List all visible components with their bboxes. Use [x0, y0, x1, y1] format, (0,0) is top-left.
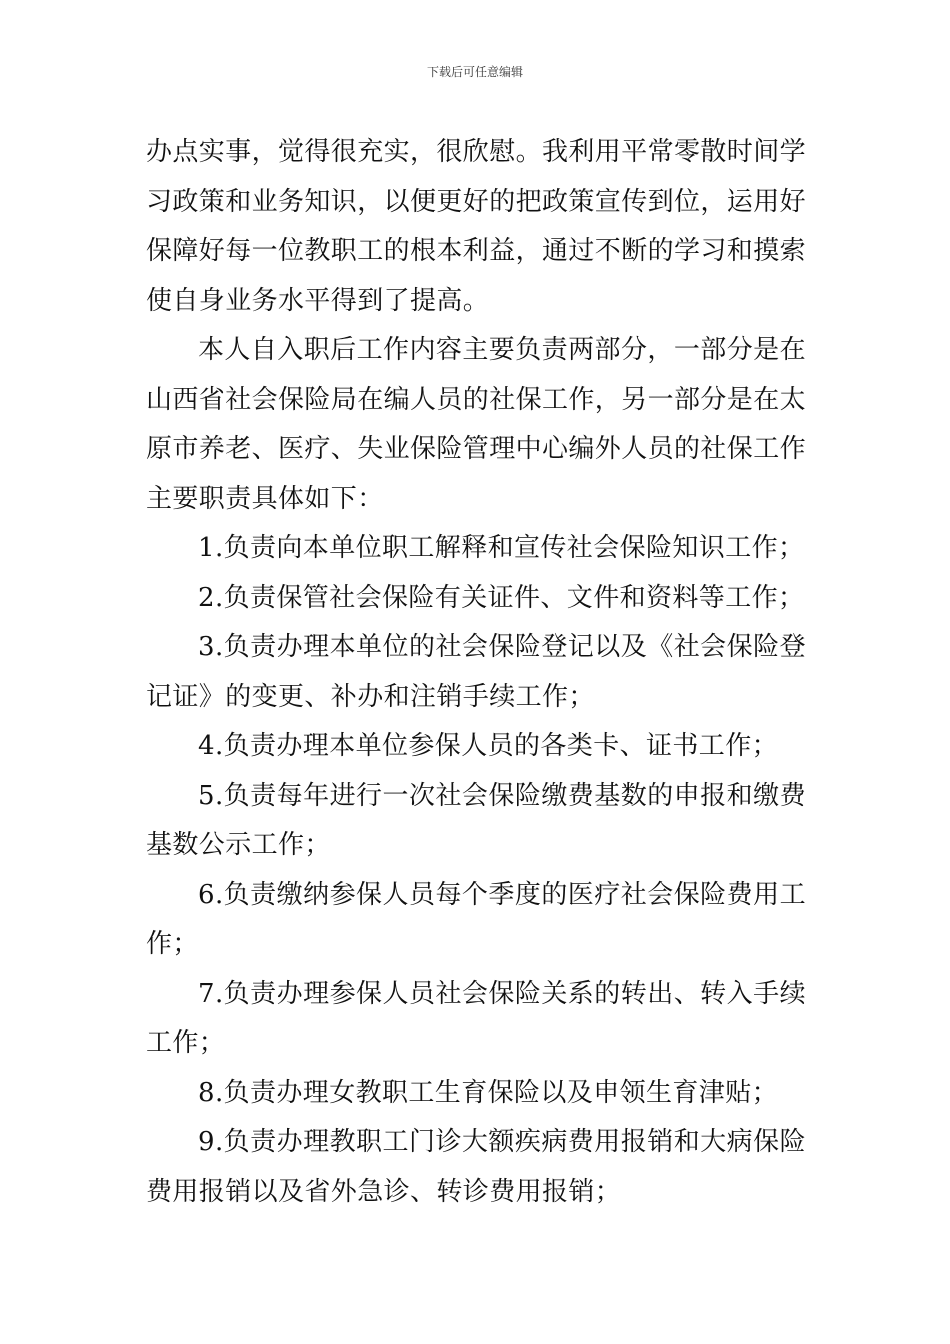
duty-item-7: 7.负责办理参保人员社会保险关系的转出、转入手续工作； — [146, 978, 806, 1058]
duty-item-1: 1.负责向本单位职工解释和宣传社会保险知识工作； — [198, 533, 805, 563]
duty-item-9: 9.负责办理教职工门诊大额疾病费用报销和大病保险费用报销以及省外急诊、转诊费用报销； — [146, 1127, 806, 1207]
paragraph-duties-intro: 本人自入职后工作内容主要负责两部分，一部分是在山西省社会保险局在编人员的社保工作，另一部分是在太原市养老、医疗、失业保险管理中心编外人员的社保工作主要职责具体如下： — [146, 335, 807, 514]
duty-item-4: 4.负责办理本单位参保人员的各类卡、证书工作； — [198, 731, 779, 761]
page-header: 下载后可任意编辑 — [426, 65, 523, 79]
duty-item-8: 8.负责办理女教职工生育保险以及申领生育津贴； — [198, 1077, 779, 1108]
document-body — [146, 128, 806, 1217]
duty-item-6: 6.负责缴纳参保人员每个季度的医疗社会保险费用工作； — [146, 879, 806, 959]
duty-item-3: 3.负责办理本单位的社会保险登记以及《社会保险登记证》的变更、补办和注销手续工作； — [146, 632, 806, 712]
paragraph-continued: 办点实事，觉得很充实，很欣慰。我利用平常零散时间学习政策和业务知识，以便更好的把政策宣传到位，运用好保障好每一位教职工的根本利益，通过不断的学习和摸索使自身业务水平得到了提高。 — [146, 137, 807, 316]
duty-item-2: 2.负责保管社会保险有关证件、文件和资料等工作； — [198, 582, 805, 613]
duty-item-5: 5.负责每年进行一次社会保险缴费基数的申报和缴费基数公示工作； — [146, 780, 806, 860]
